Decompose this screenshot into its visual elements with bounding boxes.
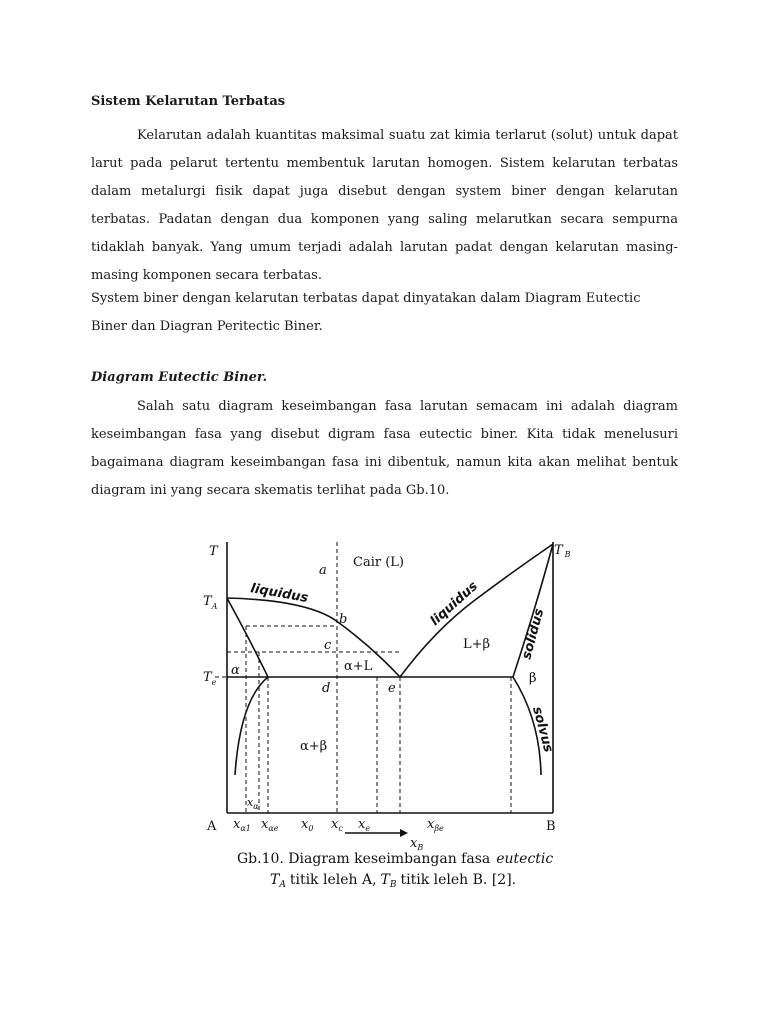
x-tick-label: $x_{\alpha e}$	[261, 817, 279, 833]
liquid-region-label: Cair (L)	[353, 555, 404, 570]
paragraph-kelarutan: Kelarutan adalah kuantitas maksimal suatu zat kimia terlarut (solut) untuk dapat larut pada pelarut tertentu membentuk larutan homogen. Sistem kelarutan terbatas dalam metalurgi fisik dapat juga disebut dengan system biner dengan kelarutan terbatas. Padatan dengan dua komponen yang saling melarutkan secara sempurna tidaklah banyak. Yang umum terjadi adalah larutan padat dengan kelarutan masing-masing komponen secara terbatas.	[91, 128, 678, 283]
TA-label: $T_A$	[203, 594, 218, 611]
end-A-label: A	[207, 819, 217, 834]
alpha-L-region-label: α+L	[344, 659, 373, 674]
alpha-beta-region-label: α+β	[300, 739, 328, 754]
x-tick-label: $x_c$	[331, 817, 343, 833]
xB-arrow-head	[400, 829, 408, 837]
caption-line-1: Gb.10. Diagram keseimbangan fasa eutectic	[237, 851, 554, 867]
eutectic-phase-diagram	[195, 530, 580, 895]
Te-label: $T_e$	[203, 670, 217, 687]
liquidus-left-curve	[227, 598, 400, 677]
solvus-label: solvus	[529, 705, 556, 755]
x-tick-label: $x_{\alpha 1}$	[233, 817, 251, 833]
TB-label: T $_B$	[554, 543, 571, 559]
beta-phase-label: β	[529, 671, 537, 686]
x-tick-label: $x_e$	[358, 817, 371, 833]
subheading-eutectic: Diagram Eutectic Biner.	[91, 370, 268, 385]
section-heading: Sistem Kelarutan Terbatas	[91, 94, 286, 109]
alpha-phase-label: α	[231, 663, 240, 678]
xB-label: $x_B$	[410, 836, 424, 852]
x-tick-label: $x_0$	[301, 817, 314, 833]
axis-T-label: T	[209, 544, 218, 559]
caption-line-2: $T_A$ titik leleh A, $T_B$ titik leleh B. [2].	[270, 872, 517, 890]
liquidus-right-label: liquidus	[427, 578, 481, 629]
x-tick-label: $x_{\beta e}$	[427, 817, 444, 833]
point-e-label: e	[388, 681, 396, 696]
paragraph-sistem-biner: System biner dengan kelarutan terbatas dapat dinyatakan dalam Diagram Eutectic Biner dan Diagran Peritectic Biner.	[91, 291, 641, 334]
paragraph-eutectic: Salah satu diagram keseimbangan fasa larutan semacam ini adalah diagram keseimbangan fasa yang disebut digram fasa eutectic biner. Kita tidak menelusuri bagaimana diagram keseimbangan fasa ini dibentuk, namun kita akan melihat bentuk diagram ini yang secara skematis terlihat pada Gb.10.	[91, 399, 678, 498]
solvus-left-curve	[235, 677, 268, 775]
point-d-label: d	[322, 681, 331, 696]
x-tick-labels	[233, 817, 444, 833]
liquidus-left-label: liquidus	[249, 581, 310, 607]
solidus-label: solidus	[519, 607, 548, 662]
x-alpha-label: $x_\alpha$	[247, 796, 259, 811]
point-c-label: c	[324, 638, 332, 653]
end-B-label: B	[546, 819, 556, 834]
point-a-label: a	[319, 563, 327, 578]
L-beta-region-label: L+β	[463, 637, 491, 652]
point-b-label: b	[339, 612, 348, 627]
